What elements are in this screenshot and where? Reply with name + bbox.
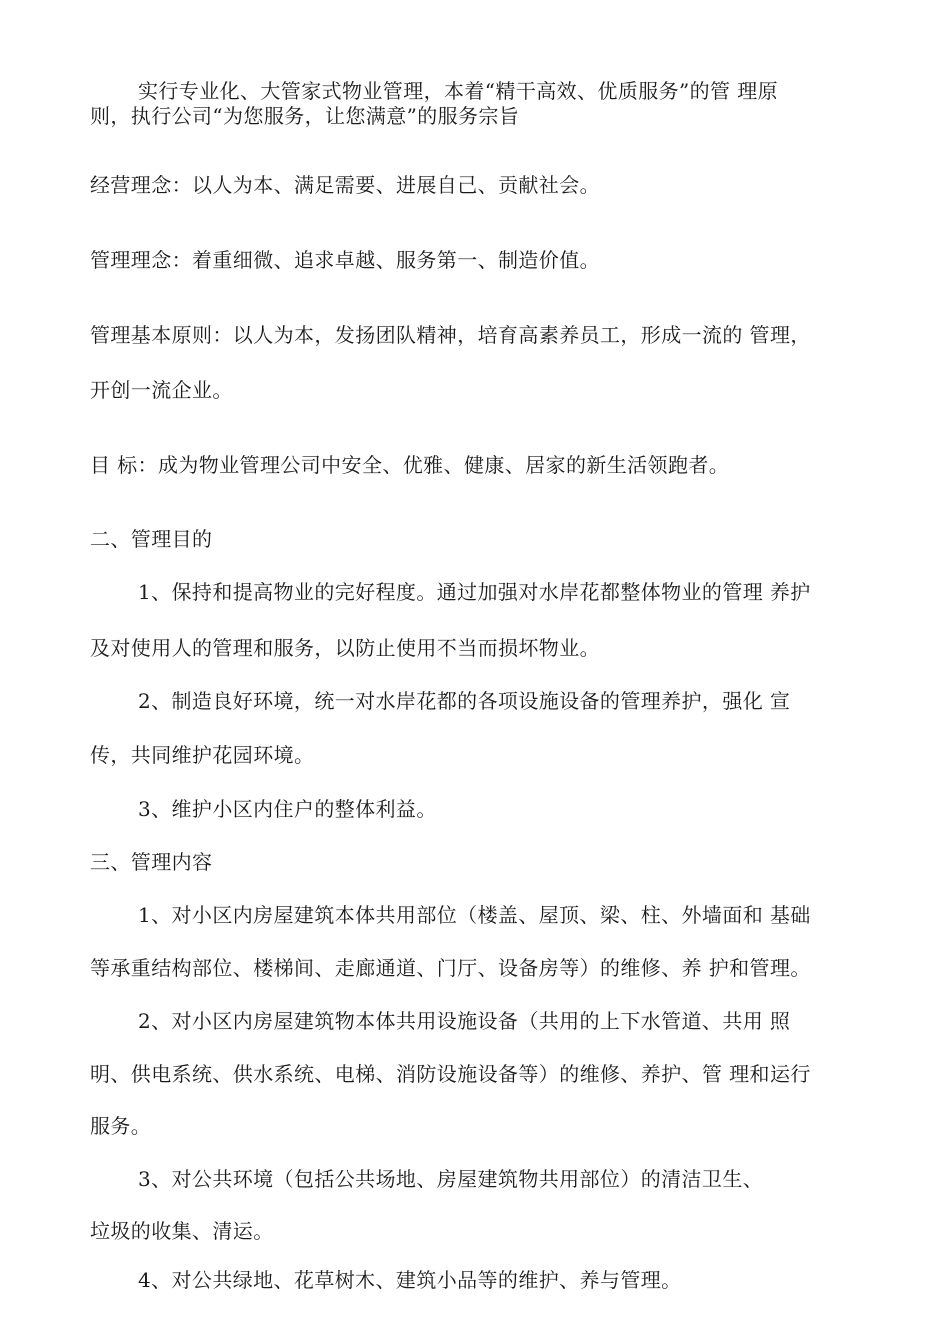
content-item-1-line-2: 等承重结构部位、楼梯间、走廊通道、门厅、设备房等）的维修、养 护和管理。 [90, 956, 811, 980]
content-item-3-line-1: 3、对公共环境（包括公共场地、房屋建筑物共用部位）的清洁卫生、 [138, 1167, 764, 1191]
section-3-heading: 三、管理内容 [90, 850, 213, 874]
business-philosophy: 经营理念：以人为本、满足需要、进展自己、贡献社会。 [90, 173, 600, 197]
intro-line-2: 则，执行公司“为您服务，让您满意”的服务宗旨 [90, 104, 520, 128]
goal-statement: 目 标：成为物业管理公司中安全、优雅、健康、居家的新生活领跑者。 [90, 453, 730, 477]
content-item-2-line-1: 2、对小区内房屋建筑物本体共用设施设备（共用的上下水管道、共用 照 [138, 1009, 791, 1033]
management-philosophy: 管理理念：着重细微、追求卓越、服务第一、制造价值。 [90, 248, 600, 272]
basic-principle-line-2: 开创一流企业。 [90, 378, 233, 402]
section-2-heading: 二、管理目的 [90, 527, 213, 551]
basic-principle-line-1: 管理基本原则：以人为本，发扬团队精神，培育高素养员工，形成一流的 管理， [90, 323, 811, 347]
content-item-2-line-2: 明、供电系统、供水系统、电梯、消防设施设备等）的维修、养护、管 理和运行 [90, 1062, 811, 1086]
purpose-item-2-line-1: 2、制造良好环境，统一对水岸花都的各项设施设备的管理养护，强化 宣 [138, 689, 791, 713]
content-item-3-line-2: 垃圾的收集、清运。 [90, 1219, 274, 1243]
purpose-item-1-line-2: 及对使用人的管理和服务，以防止使用不当而损坏物业。 [90, 636, 600, 660]
content-item-2-line-3: 服务。 [90, 1114, 152, 1138]
purpose-item-3: 3、维护小区内住户的整体利益。 [138, 797, 437, 821]
content-item-1-line-1: 1、对小区内房屋建筑本体共用部位（楼盖、屋顶、梁、柱、外墙面和 基础 [138, 903, 811, 927]
purpose-item-1-line-1: 1、保持和提高物业的完好程度。通过加强对水岸花都整体物业的管理 养护 [138, 580, 811, 604]
purpose-item-2-line-2: 传，共同维护花园环境。 [90, 743, 315, 767]
intro-line-1: 实行专业化、大管家式物业管理，本着“精干高效、优质服务”的管 理原 [138, 79, 779, 103]
content-item-4: 4、对公共绿地、花草树木、建筑小品等的维护、养与管理。 [138, 1268, 682, 1292]
